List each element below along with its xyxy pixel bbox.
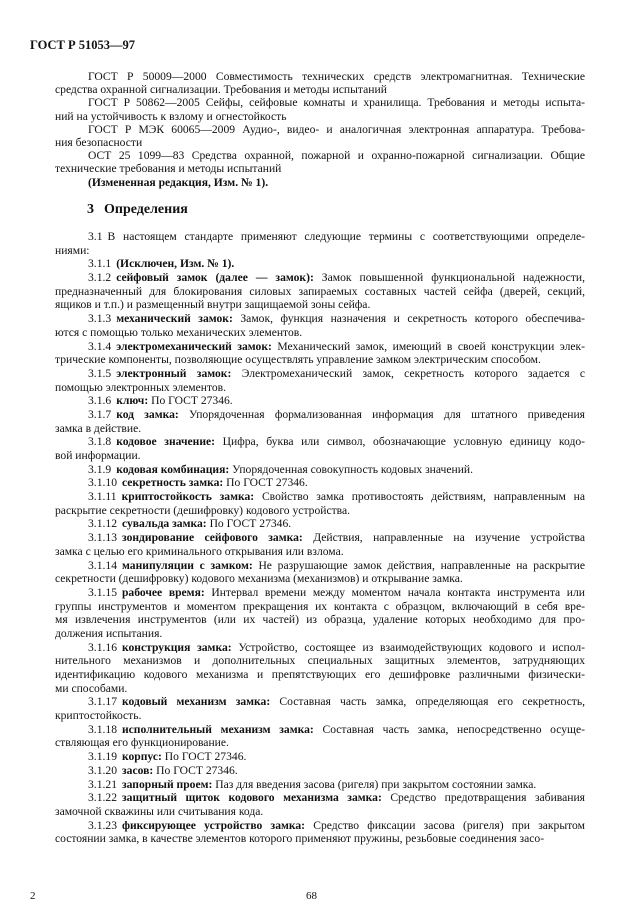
definition-term: сейфовый замок (далее — замок): bbox=[116, 271, 314, 285]
definition-number: 3.1.3 bbox=[88, 312, 112, 326]
definition-text: По ГОСТ 27346. bbox=[151, 394, 233, 408]
definition-line bbox=[55, 559, 585, 573]
definitions-list bbox=[55, 230, 585, 846]
definition-term: кодовая комбинация: bbox=[116, 462, 230, 476]
definition-line: предназначенный для блокирования силовых запираемых составных частей сейфа (дверей, секций, bbox=[55, 284, 585, 298]
definition-number: 3.1.10 bbox=[88, 476, 117, 490]
definition-line bbox=[55, 312, 585, 326]
definition-line bbox=[55, 394, 585, 408]
definition-line: ются с помощью только механических элементов. bbox=[55, 325, 303, 339]
definition-line: трические компоненты, позволяющие осуществлять управление замком электрическим способом. bbox=[55, 353, 541, 367]
definition-term: ключ: bbox=[116, 394, 149, 408]
definition-text: Не разрушающие замок действия, направленные на раскрытие bbox=[258, 558, 586, 572]
definition-text: Замок, функция назначения и секретность которого обеспечива- bbox=[240, 312, 585, 326]
definition-line: замка с целью его криминального открывания или взлома. bbox=[55, 544, 344, 558]
reference-line: средства охранной сигнализации. Требования и методы испытаний bbox=[55, 83, 387, 97]
definition-line bbox=[55, 791, 585, 805]
definition-term: электромеханический замок: bbox=[116, 339, 272, 353]
definition-term: конструкция замка: bbox=[121, 640, 232, 654]
definition-line: замка в действие. bbox=[55, 421, 142, 435]
definition-text: По ГОСТ 27346. bbox=[156, 763, 238, 777]
definition-number: 3.1.12 bbox=[88, 517, 117, 531]
reference-line: ния безопасности bbox=[55, 135, 143, 149]
definition-number: 3.1.20 bbox=[88, 763, 117, 777]
definition-line: ниями: bbox=[55, 243, 90, 257]
definition-text: Упорядоченная совокупность кодовых значений. bbox=[232, 462, 474, 476]
definition-text: В настоящем стандарте применяют следующие термины с соответствующими определе- bbox=[107, 230, 585, 243]
definition-line bbox=[55, 517, 585, 531]
definition-term: сувальда замка: bbox=[121, 517, 207, 531]
definition-term: секретность замка: bbox=[121, 476, 224, 490]
definition-number: 3.1.14 bbox=[88, 558, 117, 572]
definition-line bbox=[55, 257, 585, 271]
amendment-note-line bbox=[55, 176, 585, 189]
definition-term: код замка: bbox=[116, 407, 179, 421]
definition-text: По ГОСТ 27346. bbox=[164, 750, 247, 764]
definition-term: криптостойкость замка: bbox=[121, 490, 255, 504]
definition-line bbox=[55, 367, 585, 381]
definition-line: идентификацию кодового механизма и препятствующих его дешифровке различными физически- bbox=[55, 668, 585, 681]
definition-text: Паз для введения засова (ригеля) при закрытом состоянии замка. bbox=[215, 777, 537, 791]
definition-line: группы инструментов и моментом прекращения их контакта с образцом, включающий в себя вре- bbox=[55, 599, 585, 613]
definition-term: кодовое значение: bbox=[116, 435, 216, 449]
reference-line: ГОСТ Р 50009—2000 Совместимость технических средств электромагнитная. Технические bbox=[88, 70, 585, 83]
definition-text: Составная часть замка, определяющая его секретность, bbox=[279, 695, 586, 709]
definition-text: Средство предотвращения забивания bbox=[390, 791, 585, 805]
definition-line: ми способами. bbox=[55, 681, 128, 695]
definition-line: нительного механизмов и дополнительных специальных защитных элементов, затрудняющих bbox=[55, 654, 585, 668]
definition-line: замочной скважины или считывания кода. bbox=[55, 804, 264, 818]
definition-text: Упорядоченная формализованная информация для штатного приведения bbox=[189, 407, 585, 421]
page-number-left: 2 bbox=[30, 890, 36, 902]
definition-term: защитный щиток кодового механизма замка: bbox=[121, 791, 382, 805]
definition-text: Замок повышенной функциональной надежности, bbox=[321, 271, 585, 285]
definition-line: помощью электронных элементов. bbox=[55, 380, 227, 394]
definition-text: По ГОСТ 27346. bbox=[209, 517, 292, 531]
definition-number: 3.1.23 bbox=[88, 818, 117, 832]
definition-line bbox=[55, 531, 585, 545]
definition-term: зондирование сейфового замка: bbox=[121, 531, 303, 545]
definition-number: 3.1.15 bbox=[88, 585, 117, 599]
definition-number: 3.1.13 bbox=[88, 531, 117, 545]
definition-line bbox=[55, 695, 585, 709]
amendment-note: (Измененная редакция, Изм. № 1). bbox=[88, 175, 269, 189]
definition-number: 3.1.9 bbox=[88, 462, 112, 476]
definition-number: 3.1.19 bbox=[88, 750, 117, 764]
definition-line bbox=[55, 586, 585, 600]
definition-line bbox=[55, 778, 585, 792]
definition-number: 3.1.7 bbox=[88, 407, 112, 421]
definition-number: 3.1.8 bbox=[88, 435, 112, 449]
definition-text: Цифра, буква или символ, обозначающие условную единицу кодо- bbox=[222, 435, 585, 449]
definition-line: должения испытания. bbox=[55, 626, 163, 640]
definition-text: Электромеханический замок, секретность которого задается с bbox=[241, 366, 586, 380]
definition-line bbox=[55, 641, 585, 655]
reference-line: технические требования и методы испытаний bbox=[55, 162, 282, 176]
definition-line: вой информации. bbox=[55, 449, 141, 462]
definition-number: 3.1.16 bbox=[88, 640, 117, 654]
definition-term: кодовый механизм замка: bbox=[121, 695, 271, 709]
definition-line bbox=[55, 463, 585, 477]
definition-line bbox=[55, 408, 585, 422]
section-title: Определения bbox=[104, 202, 188, 217]
definition-text: Свойство замка противостоять действиям, направленным на bbox=[261, 490, 585, 504]
definition-line bbox=[55, 271, 585, 285]
reference-line: ГОСТ Р 50862—2005 Сейфы, сейфовые комнаты и хранилища. Требования и методы испыта- bbox=[88, 96, 585, 110]
definition-term: корпус: bbox=[121, 750, 162, 764]
definition-text: Устройство, состоящее из взаимодействующих кодового и испол- bbox=[238, 640, 586, 654]
definition-line bbox=[55, 476, 585, 490]
reference-line: ГОСТ Р МЭК 60065—2009 Аудио-, видео- и аналогичная электронная аппаратура. Требова- bbox=[88, 122, 585, 136]
definition-line: ящиков и т.п.) и размещенный внутри защищаемой зоны сейфа. bbox=[55, 298, 371, 312]
definition-line bbox=[55, 764, 585, 778]
definition-number: 3.1.5 bbox=[88, 366, 112, 380]
definition-number: 3.1.1 bbox=[88, 257, 112, 271]
definition-line bbox=[55, 750, 585, 764]
definition-term: исполнительный механизм замка: bbox=[121, 722, 314, 736]
reference-line: ний на устойчивость к взлому и огнестойкость bbox=[55, 109, 287, 123]
definition-line: криптостойкость. bbox=[55, 709, 142, 723]
definition-text: Средство фиксации засова (ригеля) при закрытом bbox=[313, 818, 585, 832]
definition-term: рабочее время: bbox=[121, 585, 205, 599]
definition-text: Составная часть замка, непосредственно осуще- bbox=[322, 722, 585, 736]
definition-number: 3.1.6 bbox=[88, 394, 112, 408]
normative-references bbox=[55, 70, 585, 176]
reference-line: ОСТ 25 1099—83 Средства охранной, пожарной и охранно-пожарной сигнализации. Общие bbox=[88, 149, 585, 163]
definition-text: Интервал времени между моментом начала контакта инструмента или bbox=[211, 585, 585, 599]
definition-line bbox=[55, 230, 585, 244]
definition-term: засов: bbox=[121, 763, 154, 777]
page-number-center: 68 bbox=[306, 890, 317, 902]
definition-term: фиксирующее устройство замка: bbox=[121, 818, 306, 832]
definition-number: 3.1.17 bbox=[88, 695, 117, 709]
definition-number: 3.1.21 bbox=[88, 777, 117, 791]
definition-number: 3.1.2 bbox=[88, 271, 112, 285]
definition-number: 3.1.4 bbox=[88, 339, 112, 353]
definition-term: манипуляции с замком: bbox=[121, 558, 253, 572]
section-number: 3 bbox=[87, 202, 94, 217]
definition-text: Механический замок, имеющий в своей конструкции элек- bbox=[277, 339, 585, 353]
definition-term: запорный проем: bbox=[121, 777, 213, 791]
definition-term: (Исключен, Изм. № 1). bbox=[116, 257, 235, 271]
definition-line: раскрытие секретности (дешифровку) кодового устройства. bbox=[55, 503, 351, 517]
definition-line bbox=[55, 819, 585, 833]
definition-number: 3.1 bbox=[88, 230, 103, 243]
references-block bbox=[55, 70, 585, 189]
definition-number: 3.1.18 bbox=[88, 722, 117, 736]
definition-line bbox=[55, 490, 585, 504]
document-header: ГОСТ Р 51053—97 bbox=[30, 38, 136, 52]
definition-number: 3.1.22 bbox=[88, 791, 117, 805]
definition-text: Действия, направленные на изучение устройства bbox=[313, 531, 586, 545]
definition-text: По ГОСТ 27346. bbox=[226, 476, 308, 490]
definition-line: состоянии замка, в качестве элементов которого применяют пружины, резьбовые соединения засо- bbox=[55, 832, 545, 846]
definition-line bbox=[55, 340, 585, 354]
definition-line: ствляющая его функционирование. bbox=[55, 736, 229, 750]
definition-term: электронный замок: bbox=[116, 366, 232, 380]
definition-number: 3.1.11 bbox=[88, 490, 117, 504]
definition-term: механический замок: bbox=[116, 312, 233, 326]
definition-line: мя извлечения инструментов (или их частей) из образца, удаление которых необходимо для про- bbox=[55, 613, 585, 627]
definition-line bbox=[55, 435, 585, 449]
definition-line bbox=[55, 723, 585, 737]
section-heading bbox=[87, 202, 188, 218]
definition-line: секретности (дешифровку) кодового механизма (механизмов) и открывание замка. bbox=[55, 572, 463, 586]
